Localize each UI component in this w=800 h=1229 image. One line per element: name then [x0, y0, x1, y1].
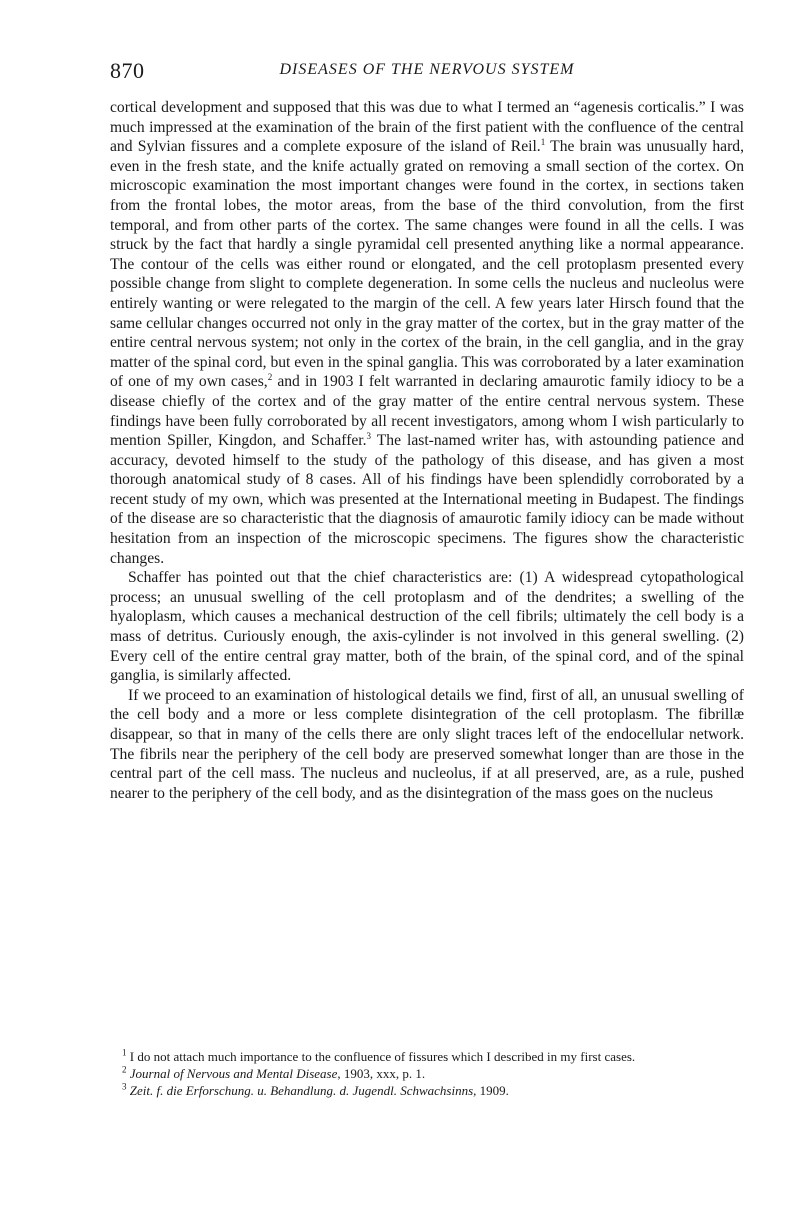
footnote-3-marker: 3: [122, 1081, 127, 1092]
page: [110, 58, 744, 803]
body-text: [110, 98, 744, 803]
running-head: [110, 58, 744, 88]
paragraph-1: [110, 98, 744, 568]
footnote-1-marker: 1: [122, 1047, 127, 1058]
footnotes: [110, 1048, 744, 1099]
paragraph-1-part-d: The last-named writer has, with astounding patience and accuracy, devoted himself to the study of the pathology of this disease, and has given a most thorough anatomical study of 8 cases. All of his findings have been splendidly corroborated by a recent study of my own, which was presented at the International meeting in Budapest. The findings of the disease are so characteristic that the diagnosis of amaurotic family idiocy can be made without hesitation from an inspection of the microscopic specimens. The figures show the characteristic changes.: [110, 432, 744, 567]
footnote-2: [110, 1065, 744, 1082]
footnote-1: [110, 1048, 744, 1065]
paragraph-3: If we proceed to an examination of histological details we find, first of all, an unusual swelling of the cell body and a more or less complete disintegration of the cell protoplasm. The fibrillæ disappear, so that in many of the cells there are only slight traces left of the endocellular network. The fibrils near the periphery of the cell body are preserved somewhat longer than are those in the central part of the cell mass. The nucleus and nucleolus, if at all preserved, are, as a rule, pushed nearer to the periphery of the cell body, and as the disintegration of the mass goes on the nucleus: [110, 686, 744, 802]
footnote-3-title: Zeit. f. die Erforschung. u. Behandlung. d. Jugendl. Schwachsinns: [129, 1083, 474, 1098]
footnote-3: [110, 1082, 744, 1099]
paragraph-2: Schaffer has pointed out that the chief characteristics are: (1) A widespread cytopathological process; an unusual swelling of the cell protoplasm and of the dendrites; a swelling of the hyaloplasm, which causes a mechanical destruction of the cell fibrils; ultimately the cell body is a mass of detritus. Curiously enough, the axis-cylinder is not involved in this general swelling. (2) Every cell of the entire central gray matter, both of the brain, of the spinal cord, and of the spinal ganglia, is similarly affected.: [110, 569, 744, 685]
footnote-2-text: , 1903, xxx, p. 1.: [337, 1066, 426, 1081]
running-title: DISEASES OF THE NERVOUS SYSTEM: [279, 61, 575, 78]
page-number: 870: [110, 58, 145, 83]
footnote-3-text: , 1909.: [473, 1083, 509, 1098]
footnote-ref-1: 1: [540, 137, 546, 147]
footnote-ref-3: 3: [366, 430, 372, 441]
paragraph-1-part-a: cortical development and supposed that this was due to what I termed an “agenesis corticalis.” I was much impressed at the examination of the brain of the first patient with the confluence of the central and Sylvian fissures and a complete exposure of the island of Reil.: [110, 99, 744, 156]
footnote-2-marker: 2: [122, 1064, 127, 1075]
footnote-1-text: I do not attach much importance to the confluence of fissures which I described in my first cases.: [126, 1049, 636, 1064]
paragraph-1-part-b: The brain was unusually hard, even in the fresh state, and the knife actually grated on removing a small section of the cortex. On microscopic examination the most important changes were found in the cortex, in sections taken from the frontal lobes, the motor areas, from the base of the third convolution, from the first temporal, and from other parts of the cortex. The same changes were found in all the cells. I was struck by the fact that hardly a single pyramidal cell presented anything like a normal appearance. The contour of the cells was either round or elongated, and the cell protoplasm presented every possible change from slight to complete degeneration. In some cells the nucleus and nucleolus were entirely wanting or were relegated to the margin of the cell. A few years later Hirsch found that the same cellular changes occurred not only in the gray matter of the cortex, but in the gray matter of the entire central nervous system; not only in the cortex of the brain, in the cell ganglia, and in the gray matter of the spinal cord, but even in the spinal ganglia. This was corroborated by a later examination of one of my own cases,: [110, 138, 744, 391]
footnote-ref-2: 2: [267, 372, 273, 383]
footnote-2-title: Journal of Nervous and Mental Disease: [129, 1066, 338, 1081]
paragraph-1-part-c: and in 1903 I felt warranted in declaring amaurotic family idiocy to be a disease chiefly of the cortex and of the gray matter of the entire central nervous system. These findings have been fully corroborated by all recent investigators, among whom I wish particularly to mention Spiller, Kingdon, and Schaffer.: [110, 373, 745, 450]
